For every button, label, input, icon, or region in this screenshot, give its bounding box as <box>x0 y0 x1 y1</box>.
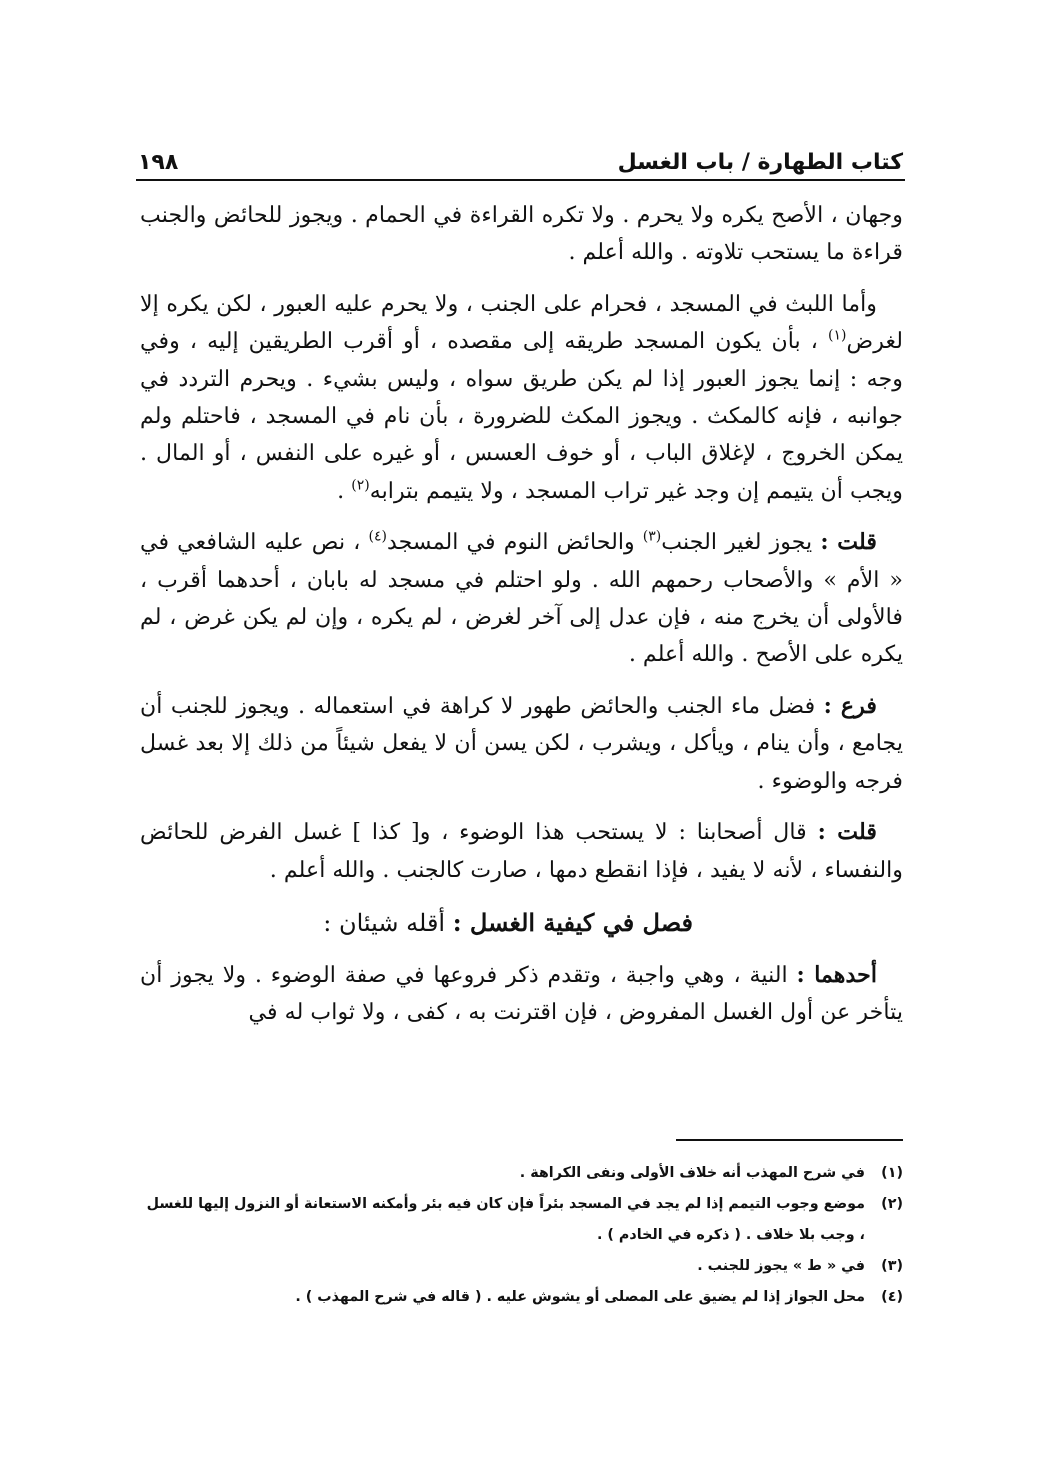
page-number: ١٩٨ <box>138 150 179 175</box>
running-title: كتاب الطهارة / باب الغسل <box>617 150 903 175</box>
footnote-ref-1: (١) <box>828 327 847 344</box>
footnote-rule <box>676 1139 903 1141</box>
footnote-3: (٣) في « ط » يجوز للجنب . <box>697 1258 903 1274</box>
footnote-4: (٤) محل الجواز إذا لم يضيق على المصلى أو يشوش عليه . ( قاله في شرح المهذب ) . <box>295 1289 903 1305</box>
paragraph-4: فرع : فضل ماء الجنب والحائض طهور لا كراهة في استعماله . ويجوز للجنب أن يجامع ، وأن ينام ، ويأكل ، ويشرب ، لكن يسن أن لا يفعل شيئاً من ذلك إلا بعد غسل فرجه والوضوء . <box>140 692 903 794</box>
footnote-1: (١) في شرح المهذب أنه خلاف الأولى ونفى الكراهة . <box>519 1165 903 1181</box>
paragraph-3: قلت : يجوز لغير الجنب$^{(٣)}$ والحائض النوم في المسجد$^{(٤)}$ ، نص عليه الشافعي في « الأم » والأصحاب رحمهم الله . ولو احتلم في مسجد له بابان ، أحدهما أقرب ، فالأولى أن يخرج منه ، فإن عدل إلى آخر لغرض ، لم يكره ، وإن لم يكن غرض ، لم يكره على الأصح . والله أعلم . <box>140 528 903 668</box>
footnotes <box>140 1158 903 1313</box>
paragraph-lead: أحدهما : <box>796 961 878 988</box>
paragraph-6: أحدهما : النية ، وهي واجبة ، وتقدم ذكر فروعها في صفة الوضوء . ولا يجوز أن يتأخر عن أول الغسل المفروض ، فإن اقترنت به ، كفى ، ولا ثواب له في <box>140 961 903 1026</box>
footnote-ref-3: (٣) <box>642 528 662 545</box>
section-subtitle: أقله شيئان : <box>323 908 453 937</box>
paragraph-lead: قلت : <box>817 819 878 846</box>
footnote-ref-4: (٤) <box>368 528 387 545</box>
section-title: فصل في كيفية الغسل : <box>452 907 693 937</box>
footnote-ref-2: (٢) <box>351 477 370 494</box>
paragraph-2: وأما اللبث في المسجد ، فحرام على الجنب ، ولا يحرم عليه العبور ، لكن يكره إلا لغرض$^{(١)}$ ، بأن يكون المسجد طريقه إلى مقصده ، أو أقرب الطريقين إليه ، وفي وجه : إنما يجوز العبور إذا لم يكن طريق سواه ، وليس بشيء . ويحرم التردد في جوانبه ، فإنه كالمكث . ويجوز المكث للضرورة ، بأن نام في المسجد ، فاحتلم ولم يمكن الخروج ، لإغلاق الباب ، أو خوف العسس ، أو غيره على النفس ، أو المال . ويجب أن يتيمم إن وجد غير تراب المسجد ، ولا يتيمم بترابه$^{(٢)}$ . <box>140 290 903 504</box>
main-text <box>140 197 903 1046</box>
footnote-2: (٢) موضع وجوب التيمم إذا لم يجد في المسجد بئراً فإن كان فيه بئر وأمكنه الاستعانة أو النزول إليها للغسل ، وجب بلا خلاف . ( ذكره في الخادم ) . <box>146 1196 903 1243</box>
paragraph-5: قلت : قال أصحابنا : لا يستحب هذا الوضوء ، و[ كذا ] غسل الفرض للحائض والنفساء ، لأنه لا يفيد ، فإذا انقطع دمها ، صارت كالجنب . والله أعلم . <box>140 819 903 883</box>
paragraph-lead: قلت : <box>820 529 877 556</box>
section-heading <box>140 903 903 943</box>
header-rule <box>136 179 905 181</box>
paragraph-1: وجهان ، الأصح يكره ولا يحرم . ولا تكره القراءة في الحمام . ويجوز للحائض والجنب قراءة ما يستحب تلاوته . والله أعلم . <box>140 202 903 266</box>
paragraph-lead: فرع : <box>823 692 877 719</box>
running-header <box>138 135 903 175</box>
